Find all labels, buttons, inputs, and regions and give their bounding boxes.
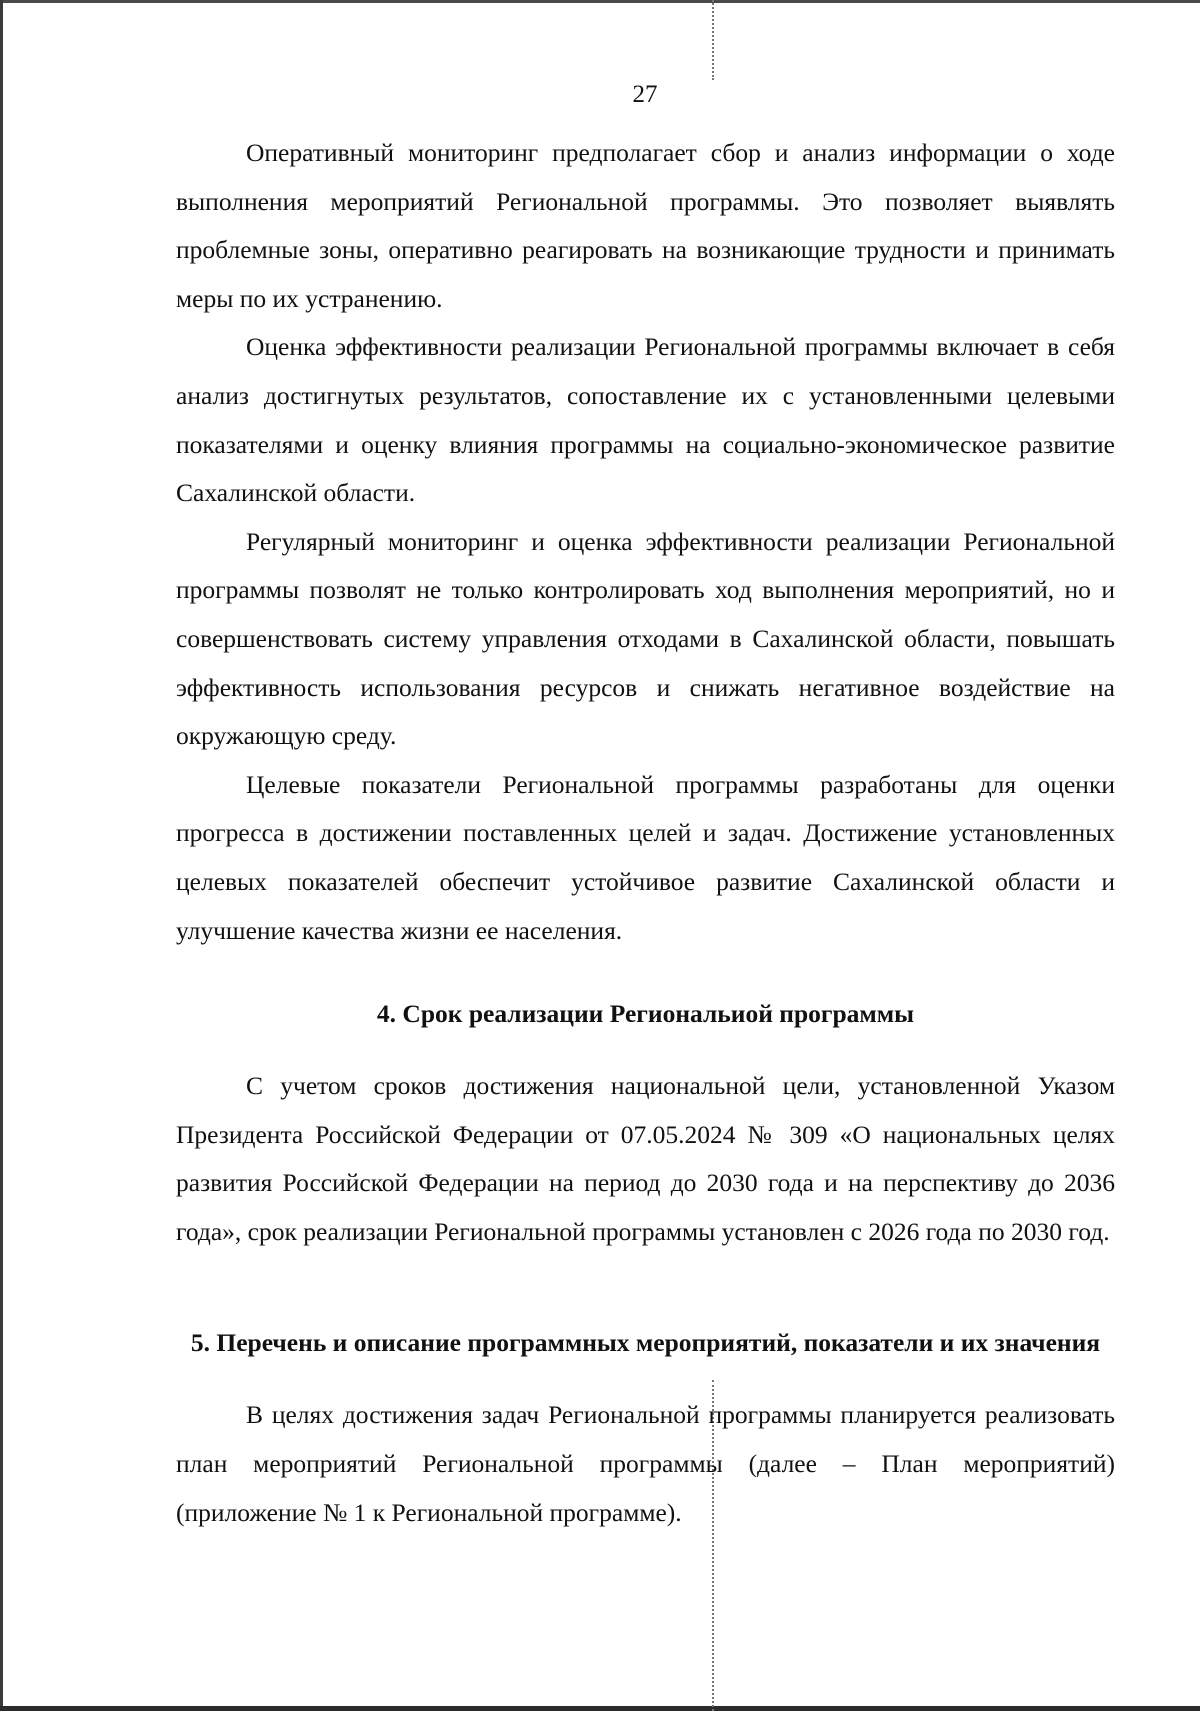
section-4-paragraph: С учетом сроков достижения национальной цели, установленной Указом Президента Российской Федерации от 07.05.2024 № 309 «О национальных целях развития Российской Федерации на период до 2030 года и на перспективу до 2036 года», срок реализации Региональной программы установлен с 2026 года по 2030 год.: [176, 1071, 1115, 1246]
page-number: 27: [632, 81, 658, 108]
scan-edge-left: [0, 0, 3, 1711]
paragraph-target-indicators: Целевые показатели Региональной программы разработаны для оценки прогресса в достижении поставленных целей и задач. Достижение установленных целевых показателей обеспечит устойчивое развитие Сахалинской области и улучшение качества жизни ее населения.: [176, 769, 1115, 945]
section-4-heading: 4. Срок реализации Региональиой программы: [376, 999, 915, 1029]
document-body: [176, 129, 1115, 1537]
section-5-paragraph: В целях достижения задач Региональной программы планируется реализовать план мероприятий Региональной программы (далее – План мероприятий) (приложение № 1 к Региональной программе).: [176, 1400, 1115, 1527]
section-5-heading: 5. Перечень и описание программных мероприятий, показатели и их значения: [190, 1328, 1101, 1358]
fold-line-top: [712, 0, 714, 80]
paragraph-regular-monitoring: Регулярный мониторинг и оценка эффективности реализации Региональной программы позволят не только контролировать ход выполнения мероприятий, но и совершенствовать систему управления отходами в Сахалинской области, повышать эффективность использования ресурсов и снижать негативное воздействие на окружающую среду.: [176, 526, 1115, 751]
scan-edge-bottom: [0, 1706, 1200, 1711]
scan-edge-top: [0, 0, 1200, 3]
paragraph-operational-monitoring: Оперативный мониторинг предполагает сбор и анализ информации о ходе выполнения мероприятий Региональной программы. Это позволяет выявлять проблемные зоны, оперативно реагировать на возникающие трудности и принимать меры по их устранению.: [176, 138, 1115, 313]
paragraph-efficiency-evaluation: Оценка эффективности реализации Региональной программы включает в себя анализ достигнутых результатов, сопоставление их с установленными целевыми показателями и оценку влияния программы на социально-экономическое развитие Сахалинской области.: [176, 332, 1115, 508]
